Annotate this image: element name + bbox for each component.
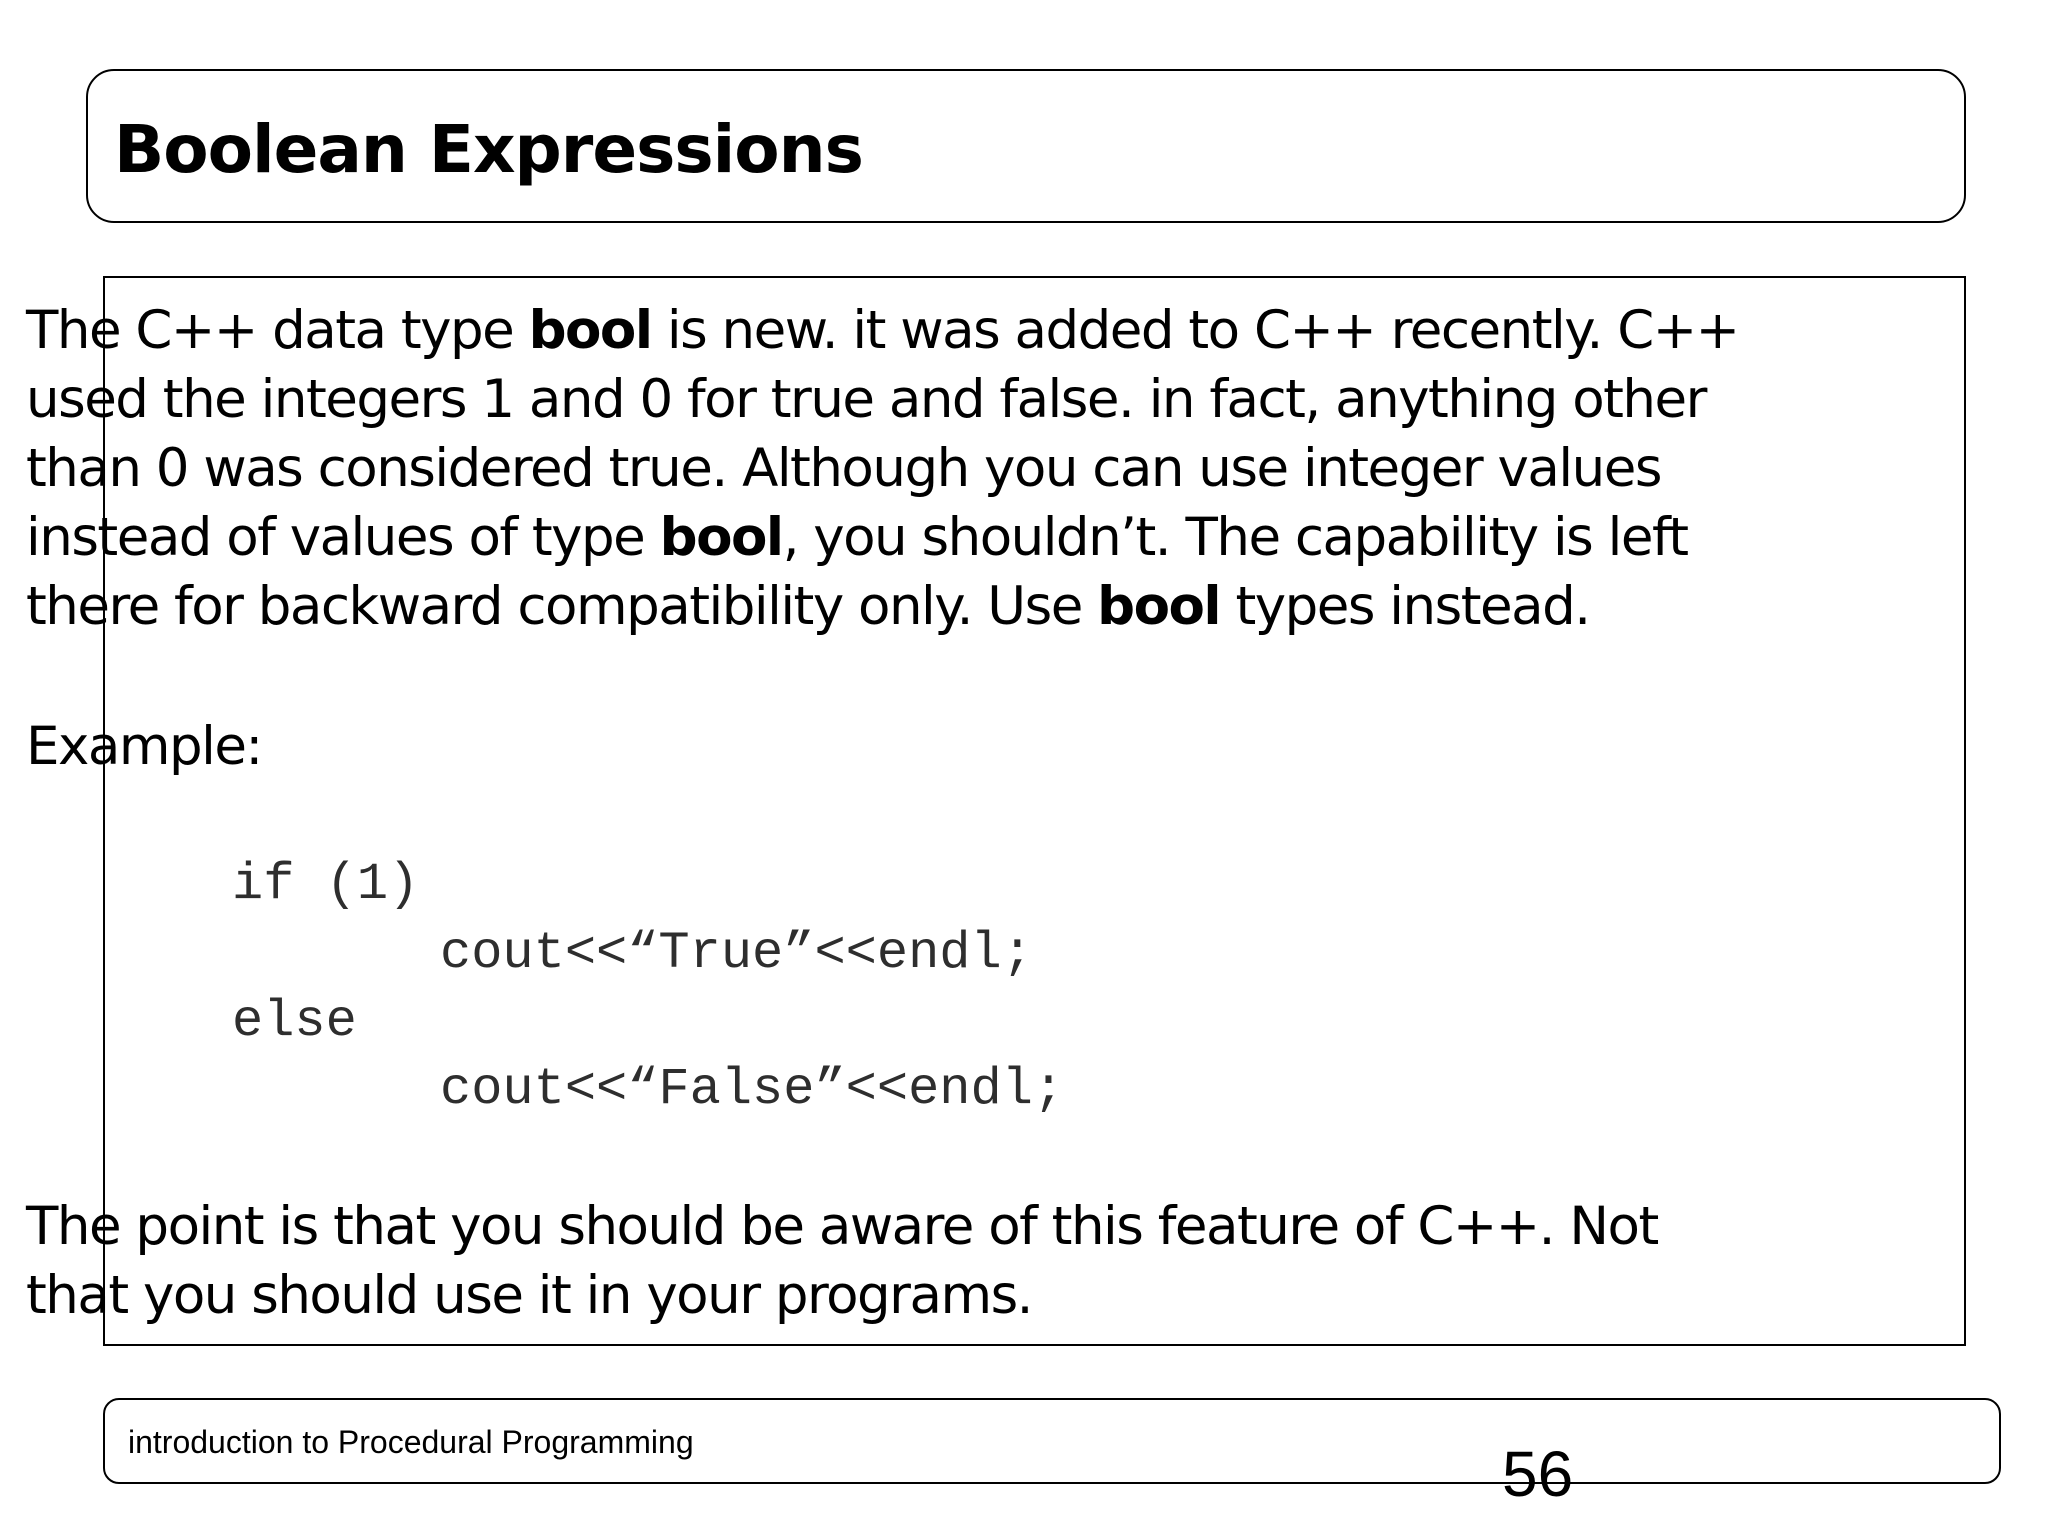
paragraph-line: used the integers 1 and 0 for true and false. in fact, anything other [26, 369, 1706, 430]
footer-course-title: introduction to Procedural Programming [128, 1424, 694, 1460]
paragraph-line: that you should use it in your programs. [26, 1265, 1033, 1326]
code-line-if: if (1) [232, 855, 420, 914]
keyword-bool: bool [659, 507, 783, 568]
slide-title: Boolean Expressions [114, 111, 863, 188]
code-line-else: else [232, 992, 357, 1051]
keyword-bool: bool [528, 300, 652, 361]
slide-number: 56 [1502, 1438, 1574, 1510]
keyword-bool: bool [1097, 576, 1221, 637]
intro-paragraph [26, 296, 1739, 641]
code-line-true: cout<<“True”<<endl; [440, 924, 1033, 983]
paragraph-line: than 0 was considered true. Although you can use integer values [26, 438, 1661, 499]
example-label: Example: [26, 716, 262, 777]
paragraph-line: The C++ data type bool is new. it was added to C++ recently. C++ [26, 300, 1739, 361]
code-line-false: cout<<“False”<<endl; [440, 1060, 1065, 1119]
closing-paragraph [26, 1192, 1658, 1330]
paragraph-line: The point is that you should be aware of this feature of C++. Not [26, 1196, 1658, 1257]
paragraph-line: there for backward compatibility only. Use bool types instead. [26, 576, 1590, 637]
paragraph-line: instead of values of type bool, you shouldn’t. The capability is left [26, 507, 1688, 568]
